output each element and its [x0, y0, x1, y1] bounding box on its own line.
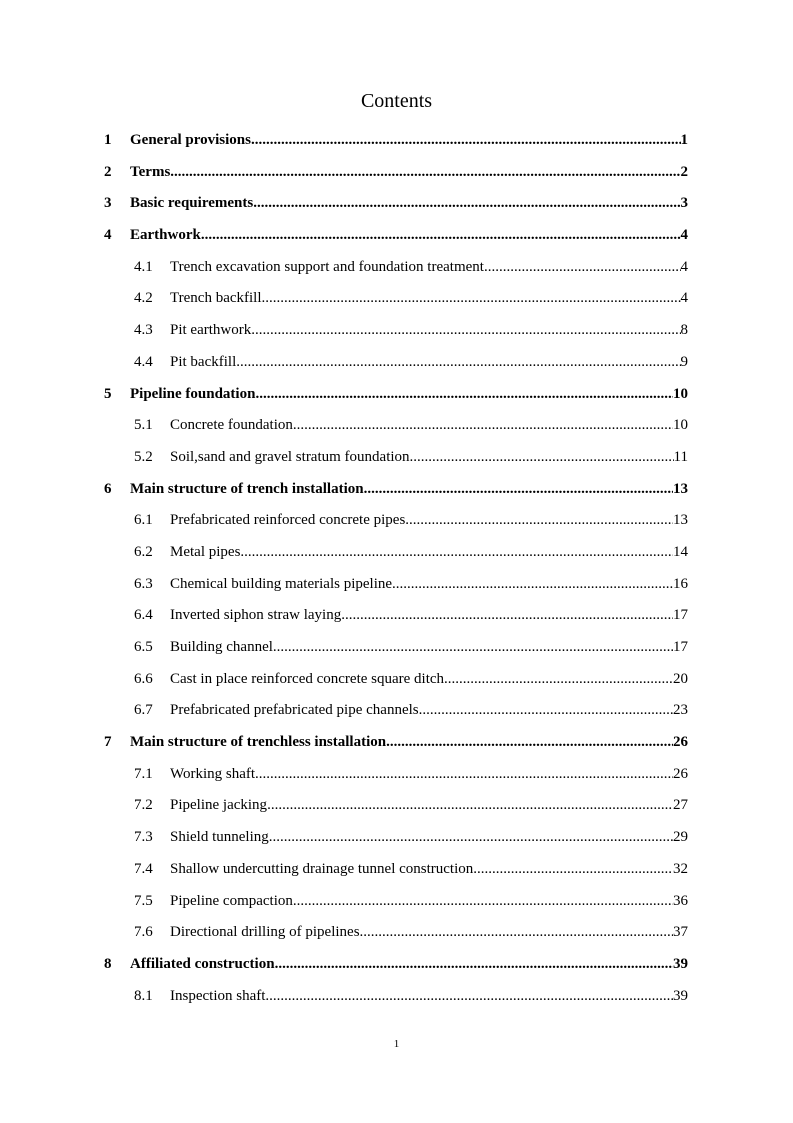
- toc-entry[interactable]: [0, 223, 793, 255]
- toc-entry[interactable]: [0, 191, 793, 223]
- dot-leader: [251, 128, 681, 152]
- toc-entry-page: 9: [680, 353, 688, 370]
- toc-entry-number: 8: [104, 955, 112, 972]
- dot-leader: [255, 382, 673, 406]
- dot-leader: [255, 762, 673, 786]
- toc-entry-title: Inverted siphon straw laying: [170, 607, 342, 624]
- dot-leader: [341, 603, 673, 627]
- toc-entry-page: 23: [673, 702, 688, 719]
- dot-leader: [405, 508, 673, 532]
- dot-leader: [360, 920, 673, 944]
- toc-entry[interactable]: [0, 255, 793, 287]
- dot-leader: [473, 857, 673, 881]
- toc-entry-number: 7.3: [134, 829, 153, 846]
- toc-entry-page: 37: [673, 924, 688, 941]
- toc-entry-title: Earthwork: [130, 227, 201, 244]
- toc-entry-page: 39: [673, 987, 688, 1004]
- dot-leader: [269, 825, 673, 849]
- toc-entry-title: General provisions: [130, 132, 251, 148]
- toc-entry-number: 4: [104, 227, 112, 244]
- toc-entry-page: 2: [680, 163, 688, 180]
- toc-entry-page: 36: [673, 892, 688, 909]
- toc-entry-title: Soil,sand and gravel stratum foundation: [170, 448, 410, 465]
- toc-entry[interactable]: [0, 477, 793, 509]
- toc-entry-number: 4.2: [134, 290, 153, 307]
- toc-entry-page: 10: [673, 385, 688, 402]
- toc-entry[interactable]: [0, 508, 793, 540]
- toc-entry-page: 4: [680, 227, 688, 244]
- toc-entry-page: 17: [673, 639, 688, 655]
- toc-entry-number: 7.6: [134, 924, 153, 941]
- toc-entry[interactable]: [0, 413, 793, 445]
- page-title: Contents: [360, 90, 433, 112]
- dot-leader: [293, 889, 673, 913]
- toc-entry-title: Affiliated construction: [130, 955, 275, 972]
- dot-leader: [386, 730, 673, 754]
- toc-entry-title: Trench backfill: [170, 290, 262, 307]
- toc-entry[interactable]: [0, 952, 793, 984]
- toc-entry-number: 6.1: [134, 512, 153, 529]
- toc-entry-number: 7.4: [134, 860, 153, 877]
- toc-entry-number: 3: [104, 195, 112, 212]
- toc-entry[interactable]: [0, 572, 793, 604]
- toc-entry-page: 29: [673, 829, 688, 846]
- toc-entry-page: 16: [673, 575, 688, 592]
- dot-leader: [240, 540, 673, 564]
- toc-entry-title: Pit backfill: [170, 353, 237, 370]
- toc-entry-page: 27: [673, 797, 688, 814]
- toc-entry-number: 5.2: [134, 448, 153, 465]
- toc-entry-title: Building channel: [170, 639, 273, 655]
- toc-entry[interactable]: [0, 540, 793, 572]
- table-of-contents: [0, 128, 793, 1015]
- toc-entry[interactable]: [0, 762, 793, 794]
- dot-leader: [364, 477, 673, 501]
- toc-entry-page: 20: [673, 670, 688, 687]
- toc-entry-title: Main structure of trench installation: [130, 480, 364, 497]
- toc-entry[interactable]: [0, 635, 793, 667]
- toc-entry-number: 4.1: [134, 258, 153, 275]
- toc-entry[interactable]: [0, 318, 793, 350]
- toc-entry-title: Pipeline compaction: [170, 892, 293, 909]
- toc-entry[interactable]: [0, 984, 793, 1016]
- toc-entry-page: 10: [673, 417, 688, 434]
- toc-entry-page: 13: [673, 512, 688, 529]
- dot-leader: [236, 350, 680, 374]
- dot-leader: [484, 255, 681, 279]
- dot-leader: [170, 160, 680, 184]
- dot-leader: [267, 793, 673, 817]
- dot-leader: [419, 698, 673, 722]
- toc-entry-page: 3: [680, 195, 688, 212]
- toc-entry[interactable]: [0, 730, 793, 762]
- toc-entry-page: 4: [680, 258, 688, 275]
- dot-leader: [392, 572, 673, 596]
- toc-entry-number: 2: [104, 163, 112, 180]
- toc-entry-title: Working shaft: [170, 765, 256, 782]
- toc-entry-page: 4: [680, 290, 688, 307]
- toc-entry-page: 26: [673, 734, 688, 751]
- toc-entry-page: 1: [680, 132, 688, 148]
- dot-leader: [251, 318, 680, 342]
- toc-entry-title: Prefabricated reinforced concrete pipes: [170, 512, 406, 529]
- toc-entry-number: 6.7: [134, 702, 153, 719]
- toc-entry-number: 6.3: [134, 575, 153, 592]
- toc-entry[interactable]: [0, 793, 793, 825]
- toc-entry-number: 5: [104, 385, 112, 402]
- dot-leader: [444, 667, 673, 691]
- toc-entry-title: Metal pipes: [170, 543, 241, 560]
- toc-entry-page: 17: [673, 607, 688, 624]
- toc-entry-page: 32: [673, 860, 688, 877]
- toc-entry-page: 11: [673, 448, 688, 465]
- toc-entry[interactable]: [0, 445, 793, 477]
- dot-leader: [262, 286, 681, 310]
- toc-entry-title: Concrete foundation: [170, 417, 293, 434]
- toc-entry[interactable]: [0, 128, 793, 160]
- toc-entry-number: 7.2: [134, 797, 153, 814]
- toc-entry-page: 13: [673, 480, 688, 497]
- dot-leader: [410, 445, 674, 469]
- toc-entry-title: Chemical building materials pipeline: [170, 575, 393, 592]
- toc-entry-title: Pipeline jacking: [170, 797, 268, 814]
- dot-leader: [275, 952, 673, 976]
- toc-entry[interactable]: [0, 920, 793, 952]
- dot-leader: [273, 635, 673, 659]
- toc-entry[interactable]: [0, 667, 793, 699]
- toc-entry-title: Prefabricated prefabricated pipe channels: [170, 702, 419, 719]
- toc-entry-number: 6.4: [134, 607, 153, 624]
- toc-entry-page: 26: [673, 765, 688, 782]
- toc-entry[interactable]: [0, 382, 793, 414]
- toc-entry[interactable]: [0, 889, 793, 921]
- toc-entry-number: 6.5: [134, 639, 153, 655]
- toc-entry-title: Shallow undercutting drainage tunnel construction: [170, 860, 474, 877]
- dot-leader: [201, 223, 681, 247]
- toc-entry-title: Pit earthwork: [170, 322, 252, 339]
- toc-entry-title: Main structure of trenchless installation: [130, 734, 387, 751]
- toc-entry-number: 6: [104, 480, 112, 497]
- toc-entry-title: Inspection shaft: [170, 987, 266, 1004]
- toc-entry-page: 14: [673, 543, 688, 560]
- toc-entry-page: 8: [680, 322, 688, 339]
- dot-leader: [293, 413, 673, 437]
- toc-entry-title: Directional drilling of pipelines: [170, 924, 360, 941]
- toc-entry-number: 4.4: [134, 353, 153, 370]
- toc-entry-number: 7.1: [134, 765, 153, 782]
- toc-entry[interactable]: [0, 603, 793, 635]
- toc-entry[interactable]: [0, 698, 793, 730]
- dot-leader: [253, 191, 680, 215]
- page-number: 1: [393, 1038, 400, 1050]
- toc-entry-title: Terms: [130, 163, 171, 180]
- toc-entry-title: Cast in place reinforced concrete square ditch: [170, 670, 445, 687]
- toc-entry-page: 39: [673, 955, 688, 972]
- toc-entry[interactable]: [0, 825, 793, 857]
- toc-entry[interactable]: [0, 350, 793, 382]
- toc-entry-title: Basic requirements: [130, 195, 254, 212]
- toc-entry-number: 4.3: [134, 322, 153, 339]
- dot-leader: [265, 984, 673, 1008]
- toc-entry-number: 1: [104, 132, 112, 148]
- toc-entry-number: 6.2: [134, 543, 153, 560]
- toc-entry-number: 7.5: [134, 892, 153, 909]
- toc-entry-number: 6.6: [134, 670, 153, 687]
- toc-entry-number: 8.1: [134, 987, 153, 1004]
- toc-entry-title: Pipeline foundation: [130, 385, 256, 402]
- toc-entry-number: 5.1: [134, 417, 153, 434]
- toc-entry-number: 7: [104, 734, 112, 751]
- toc-entry[interactable]: [0, 286, 793, 318]
- toc-entry-title: Trench excavation support and foundation treatment: [170, 258, 484, 275]
- toc-entry-title: Shield tunneling: [170, 829, 269, 846]
- toc-entry[interactable]: [0, 160, 793, 192]
- toc-entry[interactable]: [0, 857, 793, 889]
